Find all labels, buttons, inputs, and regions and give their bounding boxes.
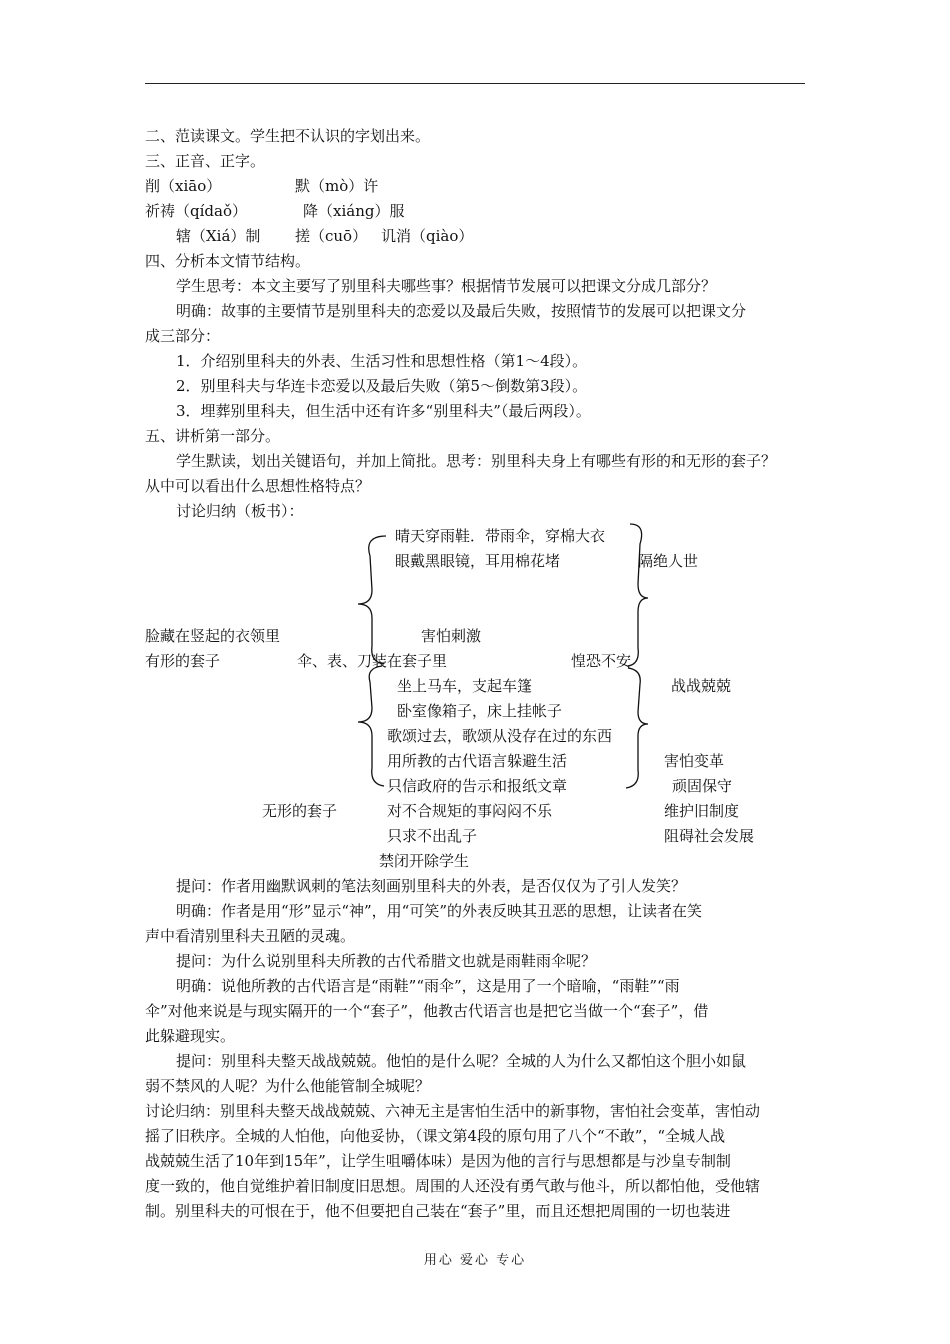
answer-3-line-2: 伞”对他来说是与现实隔开的一个“套子”，他教古代语言也是把它当做一个“套子”，借 [145,1002,709,1020]
pinyin-qidao: 祈祷（qídaǒ） [145,202,247,220]
section-2-heading: 二、范读课文。学生把不认识的字划出来。 [145,127,431,145]
tangible-item-1: 晴天穿雨鞋．带雨伞，穿棉大衣 [395,527,606,545]
right-brace-upper [628,524,648,666]
pinyin-xiao: 削（xiāo） [145,177,222,195]
conclusion-1: 害怕变革 [664,752,725,770]
face-item: 脸藏在竖起的衣领里 [145,627,281,645]
trembling-label: 战战兢兢 [671,677,732,695]
pinyin-xiang: 降（xiáng）服 [303,202,405,220]
pinyin-cuo: 搓（cuō） [295,227,368,245]
right-brace-lower [626,668,648,788]
isolate-label: 隔绝人世 [638,552,699,570]
answer-2-line-2: 声中看清别里科夫丑陋的灵魂。 [145,927,356,945]
list-item-3: 3．埋葬别里科夫，但生活中还有许多“别里科夫”（最后两段）。 [176,402,591,420]
section-5-heading: 五、讲析第一部分。 [145,427,281,445]
discussion-line-5: 制。别里科夫的可恨在于，他不但要把自己装在“套子”里，而且还想把周围的一切也装进 [145,1202,731,1220]
reading-task-line-2: 从中可以看出什么思想性格特点？ [145,477,371,495]
intangible-item-4: 对不合规矩的事闷闷不乐 [387,802,553,820]
fear-label: 害怕刺激 [421,627,482,645]
question-4-line-1: 提问：别里科夫整天战战兢兢。他怕的是什么呢？全城的人为什么又都怕这个胆小如鼠 [176,1052,747,1070]
left-brace-lower [358,666,384,786]
pinyin-mo: 默（mò）许 [295,177,379,195]
question-1: 学生思考：本文主要写了别里科夫哪些事？根据情节发展可以把课文分成几部分？ [176,277,717,295]
discussion-line-3: 战兢兢生活了10年到15年”，让学生咀嚼体味）是因为他的言行与思想都是与沙皇专制制 [145,1152,731,1170]
reading-task-line-1: 学生默读，划出关键语句，并加上简批。思考：别里科夫身上有哪些有形的和无形的套子？ [176,452,777,470]
board-heading: 讨论归纳（板书）： [176,502,304,520]
conclusion-3: 维护旧制度 [664,802,740,820]
question-4-line-2: 弱不禁风的人呢？为什么他能管制全城呢？ [145,1077,431,1095]
tangible-label: 有形的套子 [145,652,221,670]
discussion-line-4: 度一致的，他自觉维护着旧制度旧思想。周围的人还没有勇气敢与他斗，所以都怕他，受他辖 [145,1177,761,1195]
list-item-2: 2．别里科夫与华连卡恋爱以及最后失败（第5～倒数第3段）。 [176,377,588,395]
tangible-item-3: 伞、表、刀装在套子里 [297,652,448,670]
intangible-item-6: 禁闭开除学生 [379,852,470,870]
list-item-1: 1．介绍别里科夫的外表、生活习性和思想性格（第1～4段）。 [176,352,588,370]
intangible-item-5: 只求不出乱子 [387,827,478,845]
intangible-item-3: 只信政府的告示和报纸文章 [387,777,568,795]
conclusion-2: 顽固保守 [672,777,733,795]
discussion-line-1: 讨论归纳：别里科夫整天战战兢兢、六神无主是害怕生活中的新事物，害怕社会变革，害怕动 [145,1102,761,1120]
answer-3-line-1: 明确：说他所教的古代语言是“雨鞋”“雨伞”，这是用了一个暗喻，“雨鞋”“雨 [176,977,680,995]
question-3: 提问：为什么说别里科夫所教的古代希腊文也就是雨鞋雨伞呢？ [176,952,597,970]
discussion-line-2: 摇了旧秩序。全城的人怕他，向他妥协，（课文第4段的原句用了八个“不敢”，“全城人战 [145,1127,726,1145]
anxious-label: 惶恐不安 [571,652,632,670]
answer-1-line-2: 成三部分： [145,327,221,345]
answer-2-line-1: 明确：作者是用“形”显示“神”，用“可笑”的外表反映其丑恶的思想，让读者在笑 [176,902,703,920]
section-4-heading: 四、分析本文情节结构。 [145,252,311,270]
answer-1-line-1: 明确：故事的主要情节是别里科夫的恋爱以及最后失败，按照情节的发展可以把课文分 [176,302,747,320]
intangible-item-2: 用所教的古代语言躲避生活 [387,752,568,770]
page-footer: 用心 爱心 专心 [423,1253,527,1268]
question-2: 提问：作者用幽默讽刺的笔法刻画别里科夫的外表，是否仅仅为了引人发笑？ [176,877,687,895]
intangible-item-1: 歌颂过去，歌颂从没存在过的东西 [387,727,613,745]
answer-3-line-3: 此躲避现实。 [145,1027,236,1045]
left-brace-upper [358,536,386,664]
pinyin-qiao: 讥消（qiào） [381,227,474,245]
intangible-label: 无形的套子 [262,802,338,820]
conclusion-4: 阻碍社会发展 [664,827,755,845]
tangible-item-5: 卧室像箱子，床上挂帐子 [397,702,563,720]
pinyin-xia: 辖（Xiá）制 [176,227,261,245]
tangible-item-2: 眼戴黑眼镜，耳用棉花堵 [395,552,561,570]
section-3-heading: 三、正音、正字。 [145,152,266,170]
tangible-item-4: 坐上马车，支起车篷 [397,677,533,695]
